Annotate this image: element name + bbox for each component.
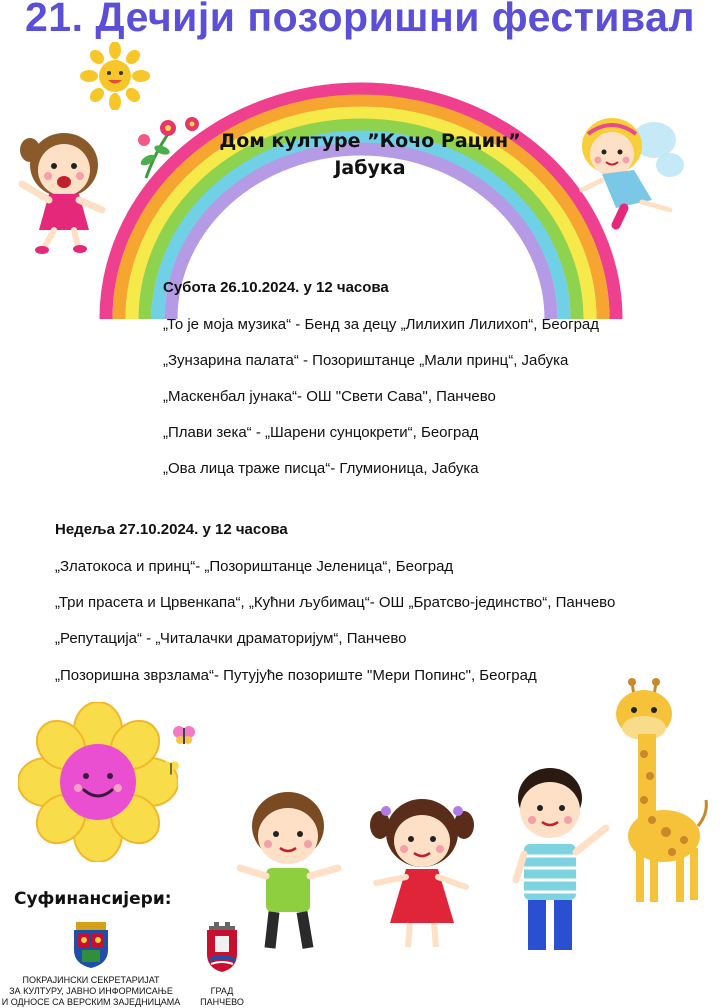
saturday-event-1: „То је моја музика“ - Бенд за децу „Лилихип Лилихоп“, Београд	[163, 316, 600, 333]
butterfly-small-icon	[162, 760, 180, 776]
sunday-event-4: „Позоришна зврзлама“- Путујуће позориште "Мери Попинс", Београд	[55, 667, 537, 684]
sunday-event-1: „Златокоса и принц“- „Позориштанце Јеленица“, Београд	[55, 558, 454, 575]
venue-block	[190, 128, 550, 182]
province-caption: ПОКРАЈИНСКИ СЕКРЕТАРИЈАТ ЗА КУЛТУРУ, ЈАВНО ИНФОРМИСАЊЕ И ОДНОСЕ СА ВЕРСКИМ ЗАЈЕДНИЦАМА	[1, 975, 181, 1007]
festival-title: 21. Дечији позоришни фестивал	[24, 0, 696, 40]
smiling-flower-illustration	[18, 702, 178, 862]
province-coat-of-arms-icon	[72, 922, 110, 968]
saturday-event-3: „Маскенбал јунака“- ОШ "Свети Сава", Панчево	[163, 388, 496, 405]
sunday-heading: Недеља 27.10.2024. у 12 часова	[55, 521, 288, 538]
saturday-heading: Субота 26.10.2024. у 12 часова	[163, 279, 389, 296]
sun-icon	[80, 42, 150, 110]
saturday-event-2: „Зунзарина палата“ - Позориштанце „Мали принц“, Јабука	[163, 352, 569, 369]
city-coat-of-arms-icon	[205, 922, 239, 972]
sponsors-label: Суфинансијери:	[14, 889, 172, 909]
sunday-event-2: „Три прасета и Црвенкапа“, „Кућни љубимац“- ОШ „Братсво-јединство“, Панчево	[55, 594, 616, 611]
saturday-event-4: „Плави зека“ - „Шарени сунцокрети“, Београд	[163, 424, 479, 441]
venue-place: Јабука	[334, 157, 406, 179]
boy-striped-shirt-illustration	[498, 762, 623, 958]
butterfly-icon	[172, 724, 196, 746]
venue-name: Дом културе ”Кочо Рацин”	[219, 130, 521, 152]
girl-illustration	[14, 120, 126, 255]
saturday-event-5: „Ова лица траже писца“- Глумионица, Јабука	[163, 460, 479, 477]
fairy-illustration	[572, 110, 690, 232]
giraffe-illustration	[606, 676, 714, 908]
boy-green-shirt-illustration	[226, 788, 356, 958]
girl-red-dress-illustration	[362, 795, 482, 955]
city-caption: ГРАД ПАНЧЕВО	[200, 986, 244, 1007]
sunday-event-3: „Репутација“ - „Читалачки драматоријум“, Панчево	[55, 630, 407, 647]
